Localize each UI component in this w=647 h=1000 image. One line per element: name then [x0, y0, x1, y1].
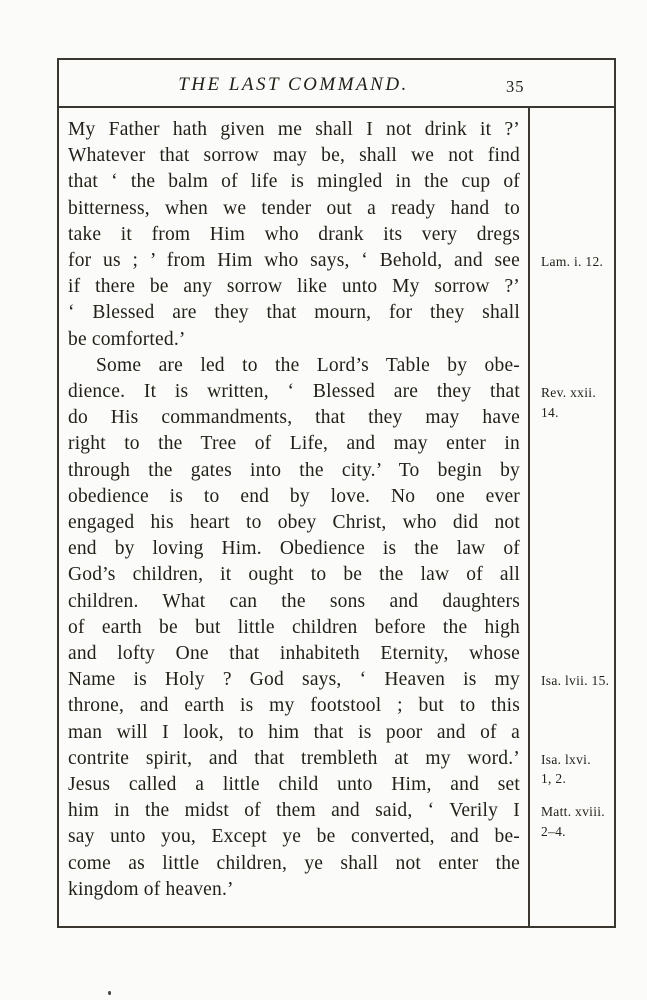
- body-line: ‘ Blessed are they that mourn, for they shall: [68, 302, 520, 324]
- margin-note: [541, 671, 612, 691]
- body-line: obedience is to end by love. No one ever: [68, 485, 520, 507]
- body-line: Some are led to the Lord’s Table by obe-: [96, 354, 520, 376]
- body-line: engaged his heart to obey Christ, who did not: [68, 512, 520, 534]
- body-line: Whatever that sorrow may be, shall we not find: [68, 145, 520, 167]
- body-line: God’s children, it ought to be the law of all: [68, 564, 520, 586]
- body-line: through the gates into the city.’ To begin by: [68, 459, 520, 481]
- body-line: if there be any sorrow like unto My sorrow ?’: [68, 276, 520, 298]
- body-line: for us ; ’ from Him who says, ‘ Behold, and see: [68, 250, 520, 272]
- margin-note: [541, 383, 612, 422]
- body-line: of earth be but little children before the high: [68, 616, 520, 638]
- body-line: contrite spirit, and that trembleth at my word.’: [68, 747, 520, 769]
- body-line: take it from Him who drank its very dregs: [68, 223, 520, 245]
- text-column: [59, 108, 528, 928]
- margin-note: [541, 252, 612, 272]
- body-line: do His commandments, that they may have: [68, 407, 520, 429]
- margin-note: [541, 750, 612, 789]
- body-line: Jesus called a little child unto Him, and set: [68, 774, 520, 796]
- page-number: 35: [506, 77, 525, 96]
- body-line: kingdom of heaven.’: [68, 878, 234, 900]
- scan-artifact-speck: [108, 991, 111, 995]
- body-line: say unto you, Except ye be converted, and be-: [68, 826, 520, 848]
- body-line: children. What can the sons and daughters: [68, 590, 520, 612]
- margin-note-line: Isa. lvii. 15.: [541, 673, 610, 689]
- margin-note: [541, 802, 612, 841]
- margin-notes-column: [528, 108, 614, 928]
- body-line: be comforted.’: [68, 328, 186, 350]
- body-line: end by loving Him. Obedience is the law of: [68, 538, 520, 560]
- running-head: [59, 60, 614, 108]
- page-frame: [57, 58, 616, 928]
- margin-note-line: Matt. xviii.: [541, 804, 605, 820]
- margin-note-line: 14.: [541, 404, 559, 420]
- body-line: right to the Tree of Life, and may enter in: [68, 433, 520, 455]
- body-line: him in the midst of them and said, ‘ Verily I: [68, 800, 520, 822]
- body-line: come as little children, ye shall not enter the: [68, 852, 520, 874]
- page-title: THE LAST COMMAND.: [178, 74, 409, 95]
- body-line: that ‘ the balm of life is mingled in the cup of: [68, 171, 520, 193]
- margin-note-line: Isa. lxvi.: [541, 751, 591, 767]
- margin-note-line: Rev. xxii.: [541, 385, 596, 400]
- margin-note-line: 2–4.: [541, 823, 566, 839]
- body-line: dience. It is written, ‘ Blessed are they that: [68, 381, 520, 403]
- body-line: Name is Holy ? God says, ‘ Heaven is my: [68, 669, 520, 691]
- body-line: My Father hath given me shall I not drink it ?’: [68, 119, 520, 140]
- margin-note-line: 1, 2.: [541, 771, 567, 787]
- page-body: [59, 108, 614, 928]
- body-line: man will I look, to him that is poor and of a: [68, 721, 520, 743]
- body-line: throne, and earth is my footstool ; but to this: [68, 695, 520, 717]
- body-line: bitterness, when we tender out a ready hand to: [68, 197, 520, 219]
- margin-note-line: Lam. i. 12.: [541, 254, 604, 269]
- body-line: and lofty One that inhabiteth Eternity, whose: [68, 643, 520, 665]
